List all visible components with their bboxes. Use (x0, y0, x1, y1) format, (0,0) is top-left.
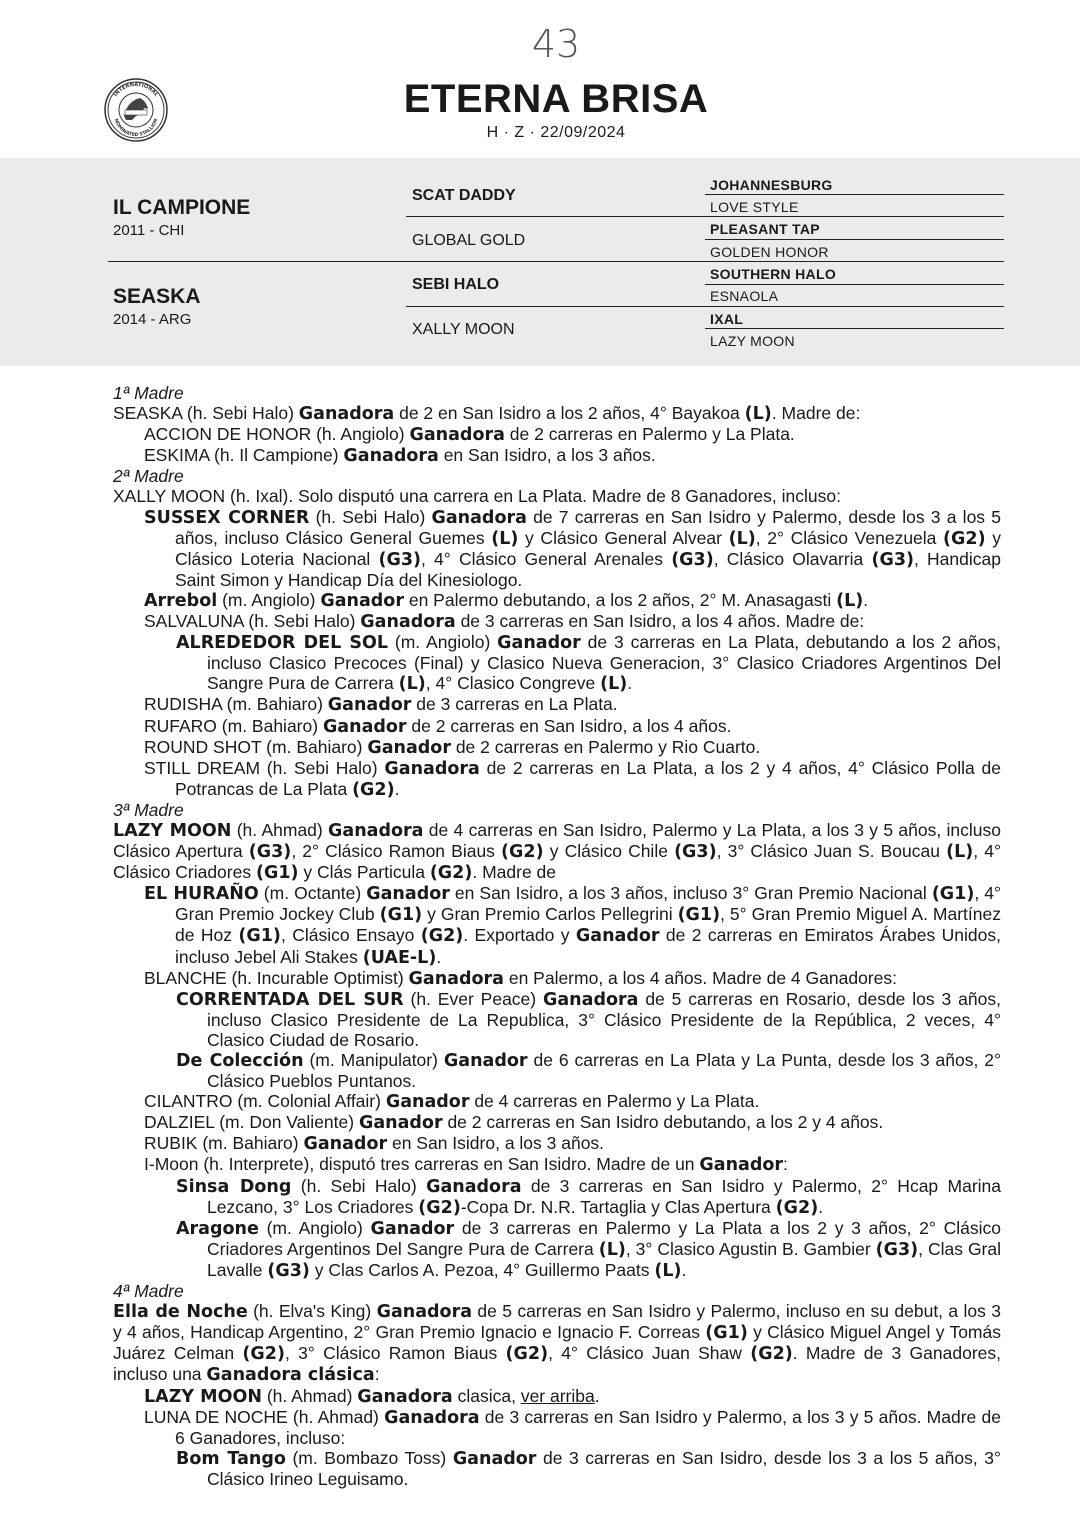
offspring-entry: BLANCHE (h. Incurable Optimist) Ganadora en Palermo, a los 4 años. Madre de 4 Ganadores: (144, 967, 897, 989)
offspring-entry: STILL DREAM (h. Sebi Halo) Ganadora de 2 carreras en La Plata, a los 2 y 4 años, 4° Clásico Polla de Potrancas de La Plata (G2). (144, 757, 1001, 800)
offspring-entry: RUDISHA (m. Bahiaro) Ganador de 3 carreras en La Plata. (144, 694, 618, 716)
offspring-entry: ALREDEDOR DEL SOL (m. Angiolo) Ganador de 3 carreras en La Plata, debutando a los 2 años, incluso Clasico Precoces (Final) y Clasico Nueva Generacion, 3° Clasico Criadores Argentinos Del Sangre Pura de Carrera (L), 4° Clasico Congreve (L). (176, 632, 1001, 695)
pedigree-divider (705, 306, 1004, 307)
dam-dam: XALLY MOON (412, 321, 515, 338)
horse-details: H · Z · 22/09/2024 (486, 124, 626, 141)
section-heading-fourth-dam: 4ª Madre (113, 1281, 184, 1302)
dam-block (113, 285, 201, 329)
section-heading-first-dam: 1ª Madre (113, 383, 184, 403)
section-heading-third-dam: 3ª Madre (113, 799, 184, 820)
dam-paragraph: LAZY MOON (h. Ahmad) Ganadora de 4 carreras en San Isidro, Palermo y La Plata, a los 3 y 5 años, incluso Clásico Apertura (G3), 2° Clásico Ramon Biaus (G2) y Clásico Chile (G3), 3° Clásico Juan S. Boucau (L), 4° Clásico Criadores (G1) y Clás Particula (G2). Madre de (113, 819, 1001, 884)
svg-text:INTERNATIONAL: INTERNATIONAL (112, 81, 160, 98)
section-heading-second-dam: 2ª Madre (113, 466, 184, 487)
dam-info: 2014 - ARG (113, 311, 192, 328)
pedigree-divider (705, 284, 1004, 285)
offspring-entry: RUBIK (m. Bahiaro) Ganador en San Isidro, a los 3 años. (144, 1133, 605, 1155)
offspring-entry: SUSSEX CORNER (h. Sebi Halo) Ganadora de 7 carreras en San Isidro y Palermo, desde los 3 a los 5 años, incluso Clásico General Guemes (L) y Clásico General Alvear (L), 2° Clásico Venezuela (G2) y Clásico Loteria Nacional (G3), 4° Clásico General Arenales (G3), Clásico Olavarria (G3), Handicap Saint Simon y Handicap Día del Kinesiologo. (144, 506, 1001, 590)
offspring-entry: RUFARO (m. Bahiaro) Ganador de 2 carreras en San Isidro, a los 4 años. (144, 715, 732, 737)
ancestor-g3: ESNAOLA (710, 288, 779, 304)
offspring-entry: DALZIEL (m. Don Valiente) Ganador de 2 carreras en San Isidro debutando, a los 2 y 4 años. (144, 1112, 884, 1134)
pedigree-divider (705, 239, 1004, 240)
page-header (0, 0, 1080, 158)
offspring-entry: ACCION DE HONOR (h. Angiolo) Ganadora de 2 carreras en Palermo y La Plata. (144, 424, 795, 446)
sire-dam: GLOBAL GOLD (412, 232, 526, 249)
offspring-entry: EL HURAÑO (m. Octante) Ganador en San Isidro, a los 3 años, incluso 3° Gran Premio Nacional (G1), 4° Gran Premio Jockey Club (G1) y Gran Premio Carlos Pellegrini (G1), 5° Gran Premio Miguel A. Martínez de Hoz (G1), Clásico Ensayo (G2). Exportado y Ganador de 2 carreras en Emiratos Árabes Unidos, incluso Jebel Ali Stakes (UAE-L). (144, 883, 1001, 968)
dam-paragraph: XALLY MOON (h. Ixal). Solo disputó una carrera en La Plata. Madre de 8 Ganadores, incluso: (113, 486, 841, 507)
breeders-cup-seal-icon (104, 78, 168, 142)
offspring-entry: De Colección (m. Manipulator) Ganador de 6 carreras en La Plata y La Punta, desde los 3 años, 2° Clásico Pueblos Puntanos. (176, 1050, 1001, 1092)
svg-text:NOMINATED STALLION: NOMINATED STALLION (112, 118, 160, 139)
pedigree-table (0, 158, 1080, 366)
ancestor-g3: GOLDEN HONOR (710, 244, 829, 260)
horse-name: ETERNA BRISA (403, 77, 709, 121)
offspring-entry: CORRENTADA DEL SUR (h. Ever Peace) Ganadora de 5 carreras en Rosario, desde los 3 años, incluso Clasico Presidente de La Republica, 3° Clásico Presidente de la República, 2 veces, 4° Clasico Ciudad de Rosario. (176, 988, 1001, 1050)
pedigree-divider (705, 328, 1004, 329)
pedigree-notes (113, 383, 1001, 1489)
sire-name: IL CAMPIONE (113, 196, 251, 219)
ancestor-g3: JOHANNESBURG (710, 177, 833, 193)
ancestor-g3: SOUTHERN HALO (710, 266, 837, 282)
offspring-entry: LAZY MOON (h. Ahmad) Ganadora clasica, ver arriba. (144, 1385, 600, 1407)
dam-paragraph: SEASKA (h. Sebi Halo) Ganadora de 2 en San Isidro a los 2 años, 4° Bayakoa (L). Madre de: (113, 403, 861, 425)
pedigree-divider (108, 261, 1004, 262)
offspring-entry: SALVALUNA (h. Sebi Halo) Ganadora de 3 carreras en San Isidro, a los 4 años. Madre de: (144, 611, 865, 633)
lot-number: 43 (531, 22, 581, 66)
ancestor-g3: IXAL (710, 311, 744, 327)
dam-paragraph: Ella de Noche (h. Elva's King) Ganadora de 5 carreras en San Isidro y Palermo, incluso en su debut, a los 3 y 4 años, Handicap Argentino, 2° Gran Premio Ignacio e Ignacio F. Correas (G1) y Clásico Miguel Angel y Tomás Juárez Celman (G2), 3° Clásico Ramon Biaus (G2), 4° Clásico Juan Shaw (G2). Madre de 3 Ganadores, incluso una Ganadora clásica: (113, 1301, 1001, 1386)
offspring-entry: Aragone (m. Angiolo) Ganador de 3 carreras en Palermo y La Plata a los 2 y 3 años, 2° Clásico Criadores Argentinos Del Sangre Pura de Carrera (L), 3° Clasico Agustin B. Gambier (G3), Clas Gral Lavalle (G3) y Clas Carlos A. Pezoa, 4° Guillermo Paats (L). (176, 1217, 1001, 1281)
sire-info: 2011 - CHI (113, 222, 185, 239)
offspring-entry: LUNA DE NOCHE (h. Ahmad) Ganadora de 3 carreras en San Isidro y Palermo, a los 3 y 5 años. Madre de 6 Ganadores, incluso: (144, 1406, 1001, 1448)
dam-name: SEASKA (113, 285, 201, 308)
pedigree-divider (705, 216, 1004, 217)
ancestor-g3: LAZY MOON (710, 333, 795, 349)
ancestor-g3: LOVE STYLE (710, 199, 799, 215)
offspring-entry: Bom Tango (m. Bombazo Toss) Ganador de 3 carreras en San Isidro, desde los 3 a los 5 años, 3° Clásico Irineo Leguisamo. (176, 1447, 1002, 1489)
see-above-link[interactable]: ver arriba (520, 1385, 595, 1406)
ancestor-g3: PLEASANT TAP (710, 221, 820, 237)
offspring-entry: CILANTRO (m. Colonial Affair) Ganador de 4 carreras en Palermo y La Plata. (144, 1091, 760, 1113)
sire-block (113, 196, 250, 240)
offspring-entry: ROUND SHOT (m. Bahiaro) Ganador de 2 carreras en Palermo y Rio Cuarto. (144, 736, 761, 758)
dam-sire: SEBI HALO (412, 276, 500, 293)
offspring-entry: ESKIMA (h. Il Campione) Ganadora en San Isidro, a los 3 años. (144, 445, 656, 467)
offspring-entry: Arrebol (m. Angiolo) Ganador en Palermo debutando, a los 2 años, 2° M. Anasagasti (L). (144, 589, 869, 611)
offspring-entry: I-Moon (h. Interprete), disputó tres carreras en San Isidro. Madre de un Ganador: (144, 1154, 788, 1176)
pedigree-divider (705, 194, 1004, 195)
offspring-entry: Sinsa Dong (h. Sebi Halo) Ganadora de 3 carreras en San Isidro y Palermo, 2° Hcap Marina Lezcano, 3° Los Criadores (G2)-Copa Dr. N.R. Tartaglia y Clas Apertura (G2). (176, 1175, 1001, 1218)
sire-sire: SCAT DADDY (412, 187, 516, 204)
